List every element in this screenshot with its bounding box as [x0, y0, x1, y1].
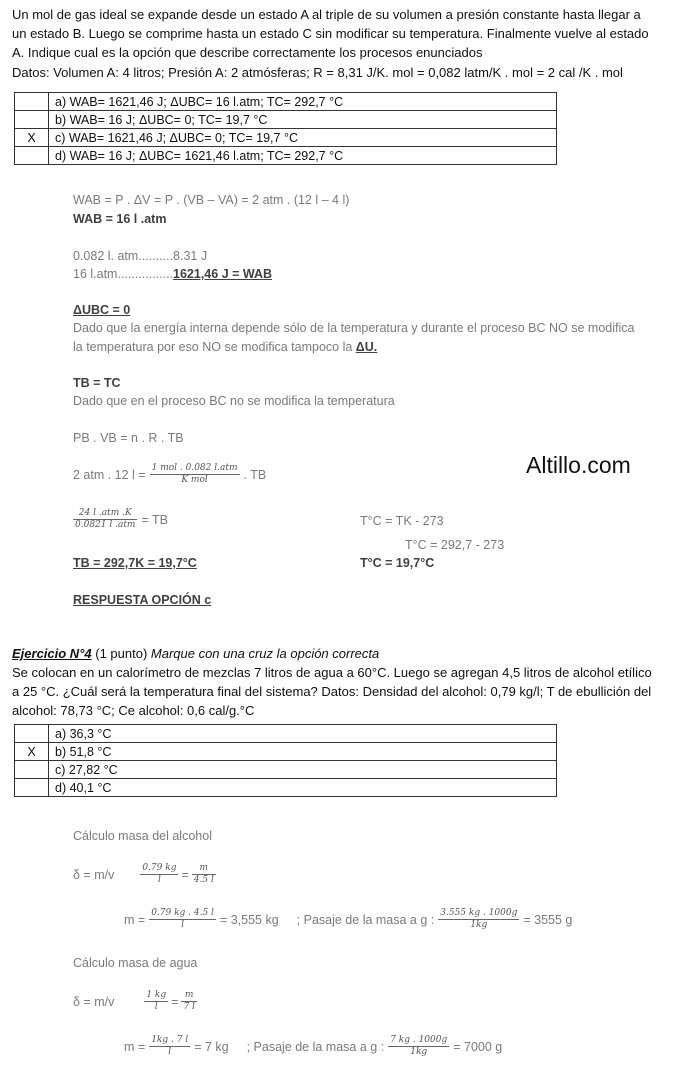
tb-explanation: Dado que en el proceso BC no se modifica la temperatura [73, 394, 395, 408]
fraction: $\frac{\text{24 l .atm .K}}{\text{0.0821 l .atm}}$ [75, 508, 136, 530]
alcohol-mass-title: Cálculo masa del alcohol [73, 829, 212, 843]
option-row[interactable]: d) WAB= 16 J; ΔUBC= 1621,46 l.atm; TC= 292,7 °C [15, 147, 557, 165]
work-result: WAB = 16 l .atm [73, 212, 167, 226]
conversion-line1: 0.082 l. atm..........8.31 J [73, 249, 208, 263]
alcohol-density-equation: δ = m/v $\frac{0.79 kg}{l}$ = $\frac{m}{4.5 l}$ [73, 863, 214, 885]
problem4-header: Ejercicio N°4 (1 punto) Marque con una cruz la opción correcta [12, 646, 380, 661]
fraction: $\frac{\text{1 mol . 0.082 l.atm}}{\text{K mol}}$ [151, 463, 238, 485]
fraction: $\frac{1kg . 7 l}{l}$ [151, 1035, 189, 1057]
fraction: $\frac{3.555 kg . 1000g}{1kg}$ [440, 908, 518, 930]
tb-title: TB = TC [73, 376, 121, 390]
celsius-formula: T°C = TK - 273 [360, 514, 444, 528]
option-row[interactable]: c) 27,82 °C [15, 761, 557, 779]
water-density-equation: δ = m/v $\frac{1 kg}{l}$ = $\frac{m}{7 l}$ [73, 990, 195, 1012]
option-row[interactable]: a) 36,3 °C [15, 725, 557, 743]
alcohol-mass-equation: m = $\frac{0.79 kg . 4.5 l}{l}$ = 3,555 kg ; Pasaje de la masa a g : $\frac{3.555 kg . 1000g}{1kg}$ = 3555 g [124, 908, 573, 930]
fraction: $\frac{m}{7 l}$ [183, 990, 195, 1012]
option-row[interactable]: a) WAB= 1621,46 J; ΔUBC= 16 l.atm; TC= 292,7 °C [15, 93, 557, 111]
du-explanation-line2: la temperatura por eso NO se modifica tampoco la ΔU. [73, 340, 378, 354]
option-row[interactable]: d) 40,1 °C [15, 779, 557, 797]
conversion-result: 1621,46 J = WAB [173, 267, 273, 281]
problem3-intro-line2: un estado B. Luego se comprime hasta un estado C sin modificar su temperatura. Finalmente vuelve al estado [12, 26, 649, 41]
option-row[interactable]: b) WAB= 16 J; ΔUBC= 0; TC= 19,7 °C [15, 111, 557, 129]
celsius-substitution: T°C = 292,7 - 273 [405, 538, 505, 552]
tc-result: T°C = 19,7°C [360, 556, 435, 570]
problem3-data-line: Datos: Volumen A: 4 litros; Presión A: 2 atmósferas; R = 8,31 J/K. mol = 0,082 latm/K . mol = 2 cal /K . mol [12, 65, 623, 80]
problem4-options-table [14, 724, 557, 797]
problem4-line1: Se colocan en un calorímetro de mezclas 7 litros de agua a 60°C. Luego se agregan 4,5 litros de alcohol etílico [12, 665, 652, 680]
option-row[interactable]: X b) 51,8 °C [15, 743, 557, 761]
option-row[interactable]: X c) WAB= 1621,46 J; ΔUBC= 0; TC= 19,7 °C [15, 129, 557, 147]
watermark-logo: Altillo.com [526, 452, 631, 478]
answer-label: RESPUESTA OPCIÓN c [73, 593, 212, 607]
fraction: $\frac{1 kg}{l}$ [146, 990, 167, 1012]
problem3-intro-line1: Un mol de gas ideal se expande desde un estado A al triple de su volumen a presión constante hasta llegar a [12, 7, 641, 22]
tb-result: TB = 292,7K = 19,7°C [73, 556, 197, 570]
du-title: ΔUBC = 0 [73, 303, 131, 317]
problem4-line2: a 25 °C. ¿Cuál será la temperatura final del sistema? Datos: Densidad del alcohol: 0,79 kg/l; T de ebullición del [12, 684, 652, 699]
fraction: $\frac{7 kg . 1000g}{1kg}$ [390, 1035, 448, 1057]
problem3-intro-line3: A. Indique cual es la opción que describe correctamente los procesos enunciados [12, 45, 483, 60]
fraction: $\frac{0.79 kg}{l}$ [142, 863, 177, 885]
du-explanation-line1: Dado que la energía interna depende sólo de la temperatura y durante el proceso BC NO se modifica [73, 321, 635, 335]
conversion-line2: 16 l.atm................1621,46 J = WAB [73, 267, 273, 281]
water-mass-title: Cálculo masa de agua [73, 956, 198, 970]
work-formula: WAB = P . ΔV = P . (VB – VA) = 2 atm . (12 l – 4 l) [73, 193, 350, 207]
tb-solve-equation: $\frac{\text{24 l .atm .K}}{\text{0.0821 l .atm}}$ = TB [75, 508, 168, 530]
problem3-options-table [14, 92, 557, 165]
fraction: $\frac{m}{4.5 l}$ [193, 863, 214, 885]
problem4-line3: alcohol: 78,73 °C; Ce alcohol: 0,6 cal/g.°C [12, 703, 255, 718]
substitution-equation: 2 atm . 12 l = $\frac{\text{1 mol . 0.082 l.atm}}{\text{K mol}}$ . TB [73, 463, 267, 485]
fraction: $\frac{0.79 kg . 4.5 l}{l}$ [151, 908, 214, 930]
ideal-gas-equation: PB . VB = n . R . TB [73, 431, 184, 445]
water-mass-equation: m = $\frac{1kg . 7 l}{l}$ = 7 kg ; Pasaje de la masa a g : $\frac{7 kg . 1000g}{1kg}$ = 7000 g [124, 1035, 503, 1057]
